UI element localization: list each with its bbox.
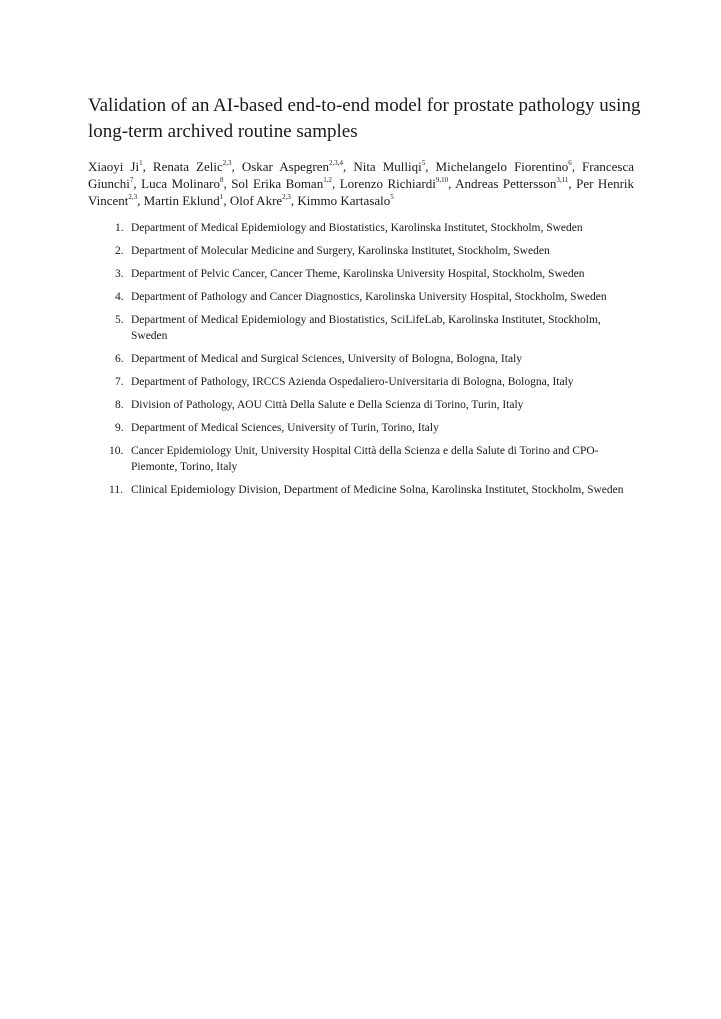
- affiliation-text: Department of Pathology and Cancer Diagnostics, Karolinska University Hospital, Stockholm, Sweden: [131, 291, 607, 303]
- author-name: Francesca Giunchi: [88, 159, 634, 191]
- author-name: Olof Akre: [229, 193, 283, 208]
- affiliation-item: [108, 351, 628, 367]
- affiliation-text: Department of Pelvic Cancer, Cancer Theme, Karolinska University Hospital, Stockholm, Sweden: [131, 268, 585, 280]
- author-name: Lorenzo Richiardi: [339, 176, 436, 191]
- affiliation-number-label: 4.: [115, 291, 124, 303]
- author-affiliation-marker: 7: [129, 175, 134, 184]
- author-affiliation-marker: 9,10: [435, 175, 449, 184]
- author-name: Martin Eklund: [143, 193, 220, 208]
- author-affiliation-marker: 1,2: [323, 175, 332, 184]
- paper-title: Validation of an AI-based end-to-end model for prostate pathology using long-term archived routine samples: [88, 95, 641, 142]
- affiliation-text: Department of Medical Epidemiology and Biostatistics, SciLifeLab, Karolinska Institutet, Stockholm, Sweden: [131, 314, 601, 342]
- affiliation-item: [108, 220, 628, 236]
- author-affiliation-marker: 2,3,4: [329, 158, 344, 167]
- author-affiliation-marker: 3,11: [556, 175, 569, 184]
- affiliation-list: [108, 220, 628, 505]
- affiliation-number: [108, 266, 131, 282]
- affiliation-item: [108, 374, 628, 390]
- affiliation-text: Department of Molecular Medicine and Surgery, Karolinska Institutet, Stockholm, Sweden: [131, 245, 550, 257]
- affiliation-text: Cancer Epidemiology Unit, University Hospital Città della Scienza e della Salute di Torino and CPO-Piemonte, Torino, Italy: [131, 445, 599, 473]
- affiliation-number-label: 9.: [115, 422, 124, 434]
- affiliation-item: [108, 289, 628, 305]
- author-affiliation-marker: 5: [390, 192, 394, 201]
- affiliation-number-label: 3.: [115, 268, 124, 280]
- author-name: Luca Molinaro: [141, 176, 220, 191]
- affiliation-item: [108, 443, 628, 475]
- author-name: Renata Zelic: [152, 159, 223, 174]
- affiliation-text: Clinical Epidemiology Division, Department of Medicine Solna, Karolinska Institutet, Stockholm, Sweden: [131, 484, 624, 496]
- affiliation-item: [108, 266, 628, 282]
- author-affiliation-marker: 2,3: [128, 192, 138, 201]
- author-name: Oskar Aspegren: [241, 159, 330, 174]
- affiliation-number: [108, 482, 131, 498]
- author-name: Per Henrik Vincent: [88, 176, 635, 208]
- affiliation-text: Department of Medical Epidemiology and Biostatistics, Karolinska Institutet, Stockholm, Sweden: [131, 222, 583, 234]
- affiliation-item: [108, 312, 628, 344]
- affiliation-number: [108, 374, 131, 390]
- affiliation-number-label: 7.: [115, 376, 124, 388]
- author-name: Sol Erika Boman: [231, 176, 324, 191]
- author-affiliation-marker: 6: [568, 158, 572, 167]
- affiliation-number: [108, 220, 131, 236]
- affiliation-text: Department of Pathology, IRCCS Azienda Ospedaliero-Universitaria di Bologna, Bologna, Italy: [131, 376, 574, 388]
- affiliation-number: [108, 420, 131, 436]
- affiliation-number-label: 1.: [115, 222, 124, 234]
- affiliation-number: [108, 289, 131, 305]
- author-affiliation-marker: 5: [421, 158, 426, 167]
- affiliation-number: [108, 351, 131, 367]
- affiliation-item: [108, 243, 628, 259]
- author-affiliation-marker: 1: [139, 158, 143, 167]
- author-name: Nita Mulliqi: [353, 159, 422, 174]
- affiliation-number: [108, 397, 131, 413]
- author-name: Andreas Pettersson: [455, 176, 557, 191]
- author-affiliation-marker: 2,3: [282, 192, 291, 201]
- affiliation-number-label: 6.: [115, 353, 124, 365]
- author-name: Xiaoyi Ji: [88, 159, 140, 174]
- affiliation-item: [108, 482, 628, 498]
- affiliation-number: [108, 312, 131, 344]
- affiliation-text: Department of Medical Sciences, University of Turin, Torino, Italy: [131, 422, 439, 434]
- affiliation-number-label: 11.: [109, 484, 123, 496]
- affiliation-number-label: 5.: [115, 314, 124, 326]
- affiliation-item: [108, 397, 628, 413]
- affiliation-number: [108, 243, 131, 259]
- author-affiliation-marker: 2,3: [222, 158, 232, 167]
- author-name: Kimmo Kartasalo: [297, 193, 391, 208]
- affiliation-number-label: 2.: [115, 245, 124, 257]
- affiliation-text: Division of Pathology, AOU Città Della Salute e Della Scienza di Torino, Turin, Italy: [131, 399, 524, 411]
- author-affiliation-marker: 1: [219, 192, 224, 201]
- author-name: Michelangelo Fiorentino: [435, 159, 569, 174]
- affiliation-number: [108, 443, 131, 475]
- affiliation-text: Department of Medical and Surgical Sciences, University of Bologna, Bologna, Italy: [131, 353, 523, 365]
- affiliation-number-label: 10.: [109, 445, 124, 457]
- author-affiliation-marker: 8: [219, 175, 224, 184]
- affiliation-number-label: 8.: [115, 399, 124, 411]
- author-list: Xiaoyi Ji$^1$, Renata Zelic$^{2,3}$, Oskar Aspegren$^{2,3,4}$, Nita Mulliqi$^5$, Michelangelo Fiorentino$^6$, Francesca Giunchi$^7$, Luca Molinaro$^8$, Sol Erika Boman$^{1,2}$, Lorenzo Richiardi$^{9,10}$, Andreas Pettersson$^{3,11}$, Per Henrik Vincent$^{2,3}$, Martin Eklund$^1$, Olof Akre$^{2,3}$, Kimmo Kartasalo$^5$: [88, 158, 635, 208]
- affiliation-item: [108, 420, 628, 436]
